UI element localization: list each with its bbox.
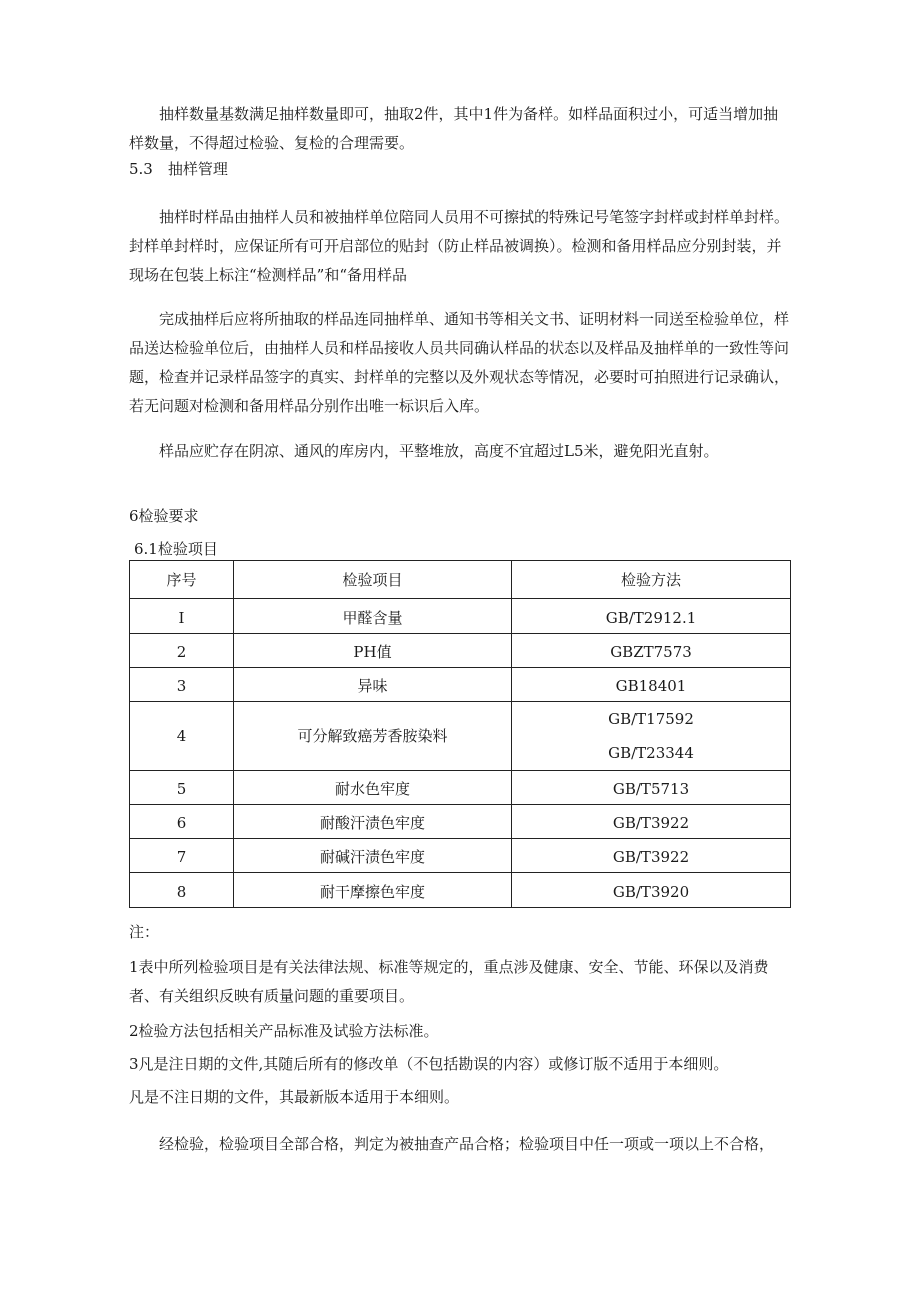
row-method: GB/T2912.1 <box>512 599 791 634</box>
row-method-line: GB/T17592 <box>608 710 694 728</box>
row-number: 8 <box>130 873 234 908</box>
paragraph-storage: 样品应贮存在阴凉、通风的库房内，平整堆放，高度不宜超过L5米，避免阳光直射。 <box>159 442 719 460</box>
row-item: 耐碱汗渍色牢度 <box>234 839 512 873</box>
row-item: 耐水色牢度 <box>234 771 512 805</box>
header-method: 检验方法 <box>512 561 791 599</box>
paragraph-sample-quantity: 抽样数量基数满足抽样数量即可，抽取2件，其中1件为备样。如样品面积过小，可适当增加抽样数量，不得超过检验、复检的合理需要。 <box>129 105 779 152</box>
row-method: GB/T5713 <box>512 771 791 805</box>
row-number: 7 <box>130 839 234 873</box>
row-method <box>512 702 791 771</box>
row-method: GB18401 <box>512 668 791 702</box>
notes-label: 注： <box>129 923 160 941</box>
row-method: GBZT7573 <box>512 634 791 668</box>
table-row <box>130 634 791 668</box>
row-number: 6 <box>130 805 234 839</box>
table-row <box>130 839 791 873</box>
section-heading-6: 6检验要求 <box>129 507 199 525</box>
row-number: 5 <box>130 771 234 805</box>
row-number: 3 <box>130 668 234 702</box>
note-2: 2检验方法包括相关产品标准及试验方法标准。 <box>129 1022 439 1040</box>
row-item: 可分解致癌芳香胺染料 <box>234 702 512 771</box>
note-4: 凡是不注日期的文件，其最新版本适用于本细则。 <box>129 1088 460 1106</box>
row-number: I <box>130 599 234 634</box>
row-method-line: GB/T23344 <box>608 744 694 762</box>
row-item: PH值 <box>234 634 512 668</box>
table-row <box>130 771 791 805</box>
table-header-row <box>130 561 791 599</box>
table-row <box>130 668 791 702</box>
row-method: GB/T3920 <box>512 873 791 908</box>
note-3: 3凡是注日期的文件,其随后所有的修改单（不包括勘误的内容）或修订版不适用于本细则。 <box>129 1055 729 1073</box>
paragraph-delivery: 完成抽样后应将所抽取的样品连同抽样单、通知书等相关文书、证明材料一同送至检验单位，样品送达检验单位后，由抽样人员和样品接收人员共同确认样品的状态以及样品及抽样单的一致性等问题，检查并记录样品签字的真实、封样单的完整以及外观状态等情况，必要时可拍照进行记录确认，若无问题对检测和备用样品分别作出唯一标识后入库。 <box>129 310 790 415</box>
section-heading-5-3: 5.3 抽样管理 <box>129 160 228 178</box>
table-row <box>130 599 791 634</box>
note-1: 1表中所列检验项目是有关法律法规、标准等规定的，重点涉及健康、安全、节能、环保以及消费者、有关组织反映有质量问题的重要项目。 <box>129 958 769 1005</box>
row-method: GB/T3922 <box>512 839 791 873</box>
row-number: 4 <box>130 702 234 771</box>
row-number: 2 <box>130 634 234 668</box>
row-item: 耐干摩擦色牢度 <box>234 873 512 908</box>
table-row <box>130 873 791 908</box>
section-heading-6-1: 6.1检验项目 <box>134 540 218 558</box>
row-method: GB/T3922 <box>512 805 791 839</box>
paragraph-judgement: 经检验，检验项目全部合格，判定为被抽查产品合格；检验项目中任一项或一项以上不合格， <box>159 1135 775 1153</box>
row-item: 异味 <box>234 668 512 702</box>
header-number: 序号 <box>130 561 234 599</box>
header-item: 检验项目 <box>234 561 512 599</box>
table-row <box>130 805 791 839</box>
paragraph-sealing: 抽样时样品由抽样人员和被抽样单位陪同人员用不可擦拭的特殊记号笔签字封样或封样单封样。封样单封样时，应保证所有可开启部位的贴封（防止样品被调换）。检测和备用样品应分别封装，并现场在包装上标注“检测样品”和“备用样品 <box>129 208 790 284</box>
table-row <box>130 702 791 771</box>
row-item: 耐酸汗渍色牢度 <box>234 805 512 839</box>
row-item: 甲醛含量 <box>234 599 512 634</box>
inspection-items-table <box>129 560 791 908</box>
